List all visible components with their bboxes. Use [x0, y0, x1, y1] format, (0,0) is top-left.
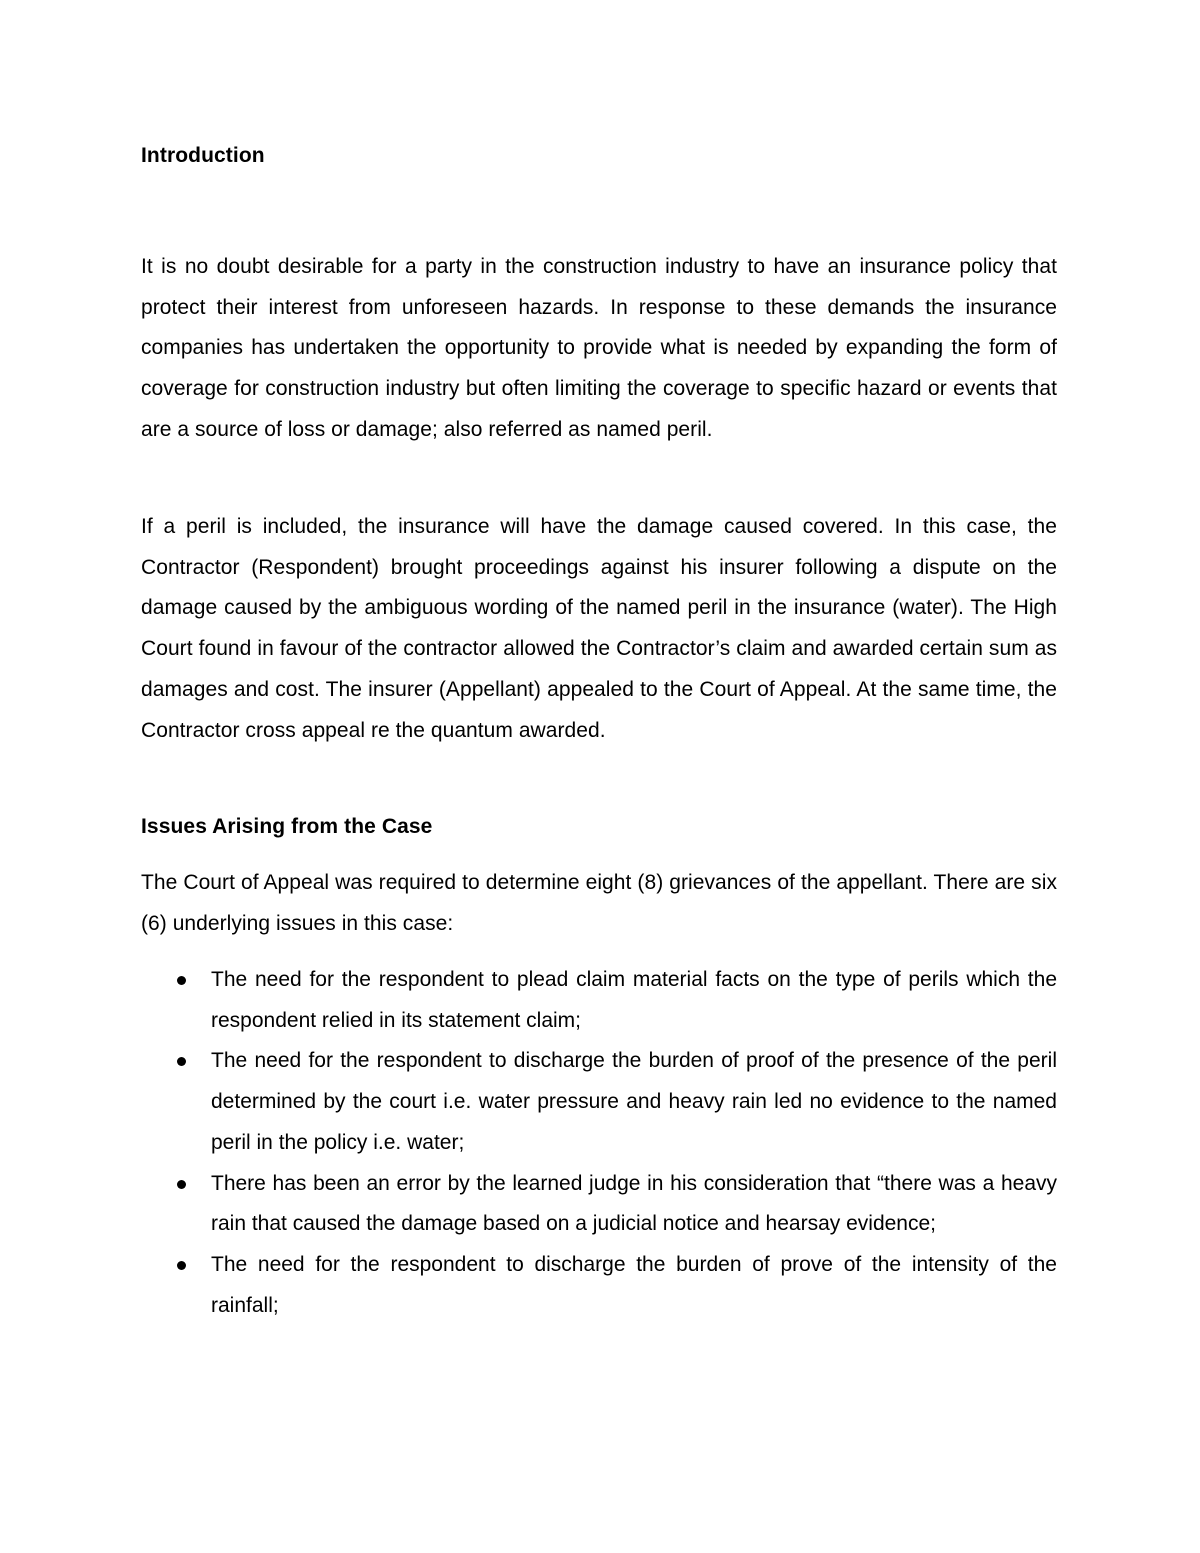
intro-paragraph-1: It is no doubt desirable for a party in the construction industry to have an insurance policy that protect their interest from unforeseen hazards. In response to these demands the insurance companies has undertaken the opportunity to provide what is needed by expanding the form of coverage for construction industry but often limiting the coverage to specific hazard or events that are a source of loss or damage; also referred as named peril. [141, 255, 1057, 441]
issues-list-item [141, 1041, 1057, 1163]
bullet-icon [177, 1180, 186, 1189]
issues-list-item [141, 1164, 1057, 1245]
bullet-icon [177, 1261, 186, 1270]
issues-list [141, 960, 1057, 1326]
issues-list-item [141, 1245, 1057, 1326]
issues-list-item-text: The need for the respondent to discharge the burden of prove of the intensity of the rainfall; [211, 1252, 1057, 1317]
issues-list-item [141, 960, 1057, 1041]
issues-paragraph: The Court of Appeal was required to determine eight (8) grievances of the appellant. There are six (6) underlying issues in this case: [141, 871, 1057, 935]
bullet-icon [177, 976, 186, 985]
document-page [141, 0, 1057, 1553]
issues-list-item-text: There has been an error by the learned judge in his consideration that “there was a heavy rain that caused the damage based on a judicial notice and hearsay evidence; [211, 1171, 1057, 1236]
bullet-icon [177, 1057, 186, 1066]
intro-paragraph-2: If a peril is included, the insurance will have the damage caused covered. In this case, the Contractor (Respondent) brought proceedings against his insurer following a dispute on the damage caused by the ambiguous wording of the named peril in the insurance (water). The High Court found in favour of the contractor allowed the Contractor’s claim and awarded certain sum as damages and cost. The insurer (Appellant) appealed to the Court of Appeal. At the same time, the Contractor cross appeal re the quantum awarded. [141, 515, 1057, 742]
introduction-heading: Introduction [141, 144, 265, 167]
issues-list-item-text: The need for the respondent to discharge the burden of proof of the presence of the peril determined by the court i.e. water pressure and heavy rain led no evidence to the named peril in the policy i.e. water; [211, 1049, 1057, 1154]
issues-heading: Issues Arising from the Case [141, 815, 433, 838]
issues-list-item-text: The need for the respondent to plead claim material facts on the type of perils which the respondent relied in its statement claim; [211, 968, 1057, 1032]
